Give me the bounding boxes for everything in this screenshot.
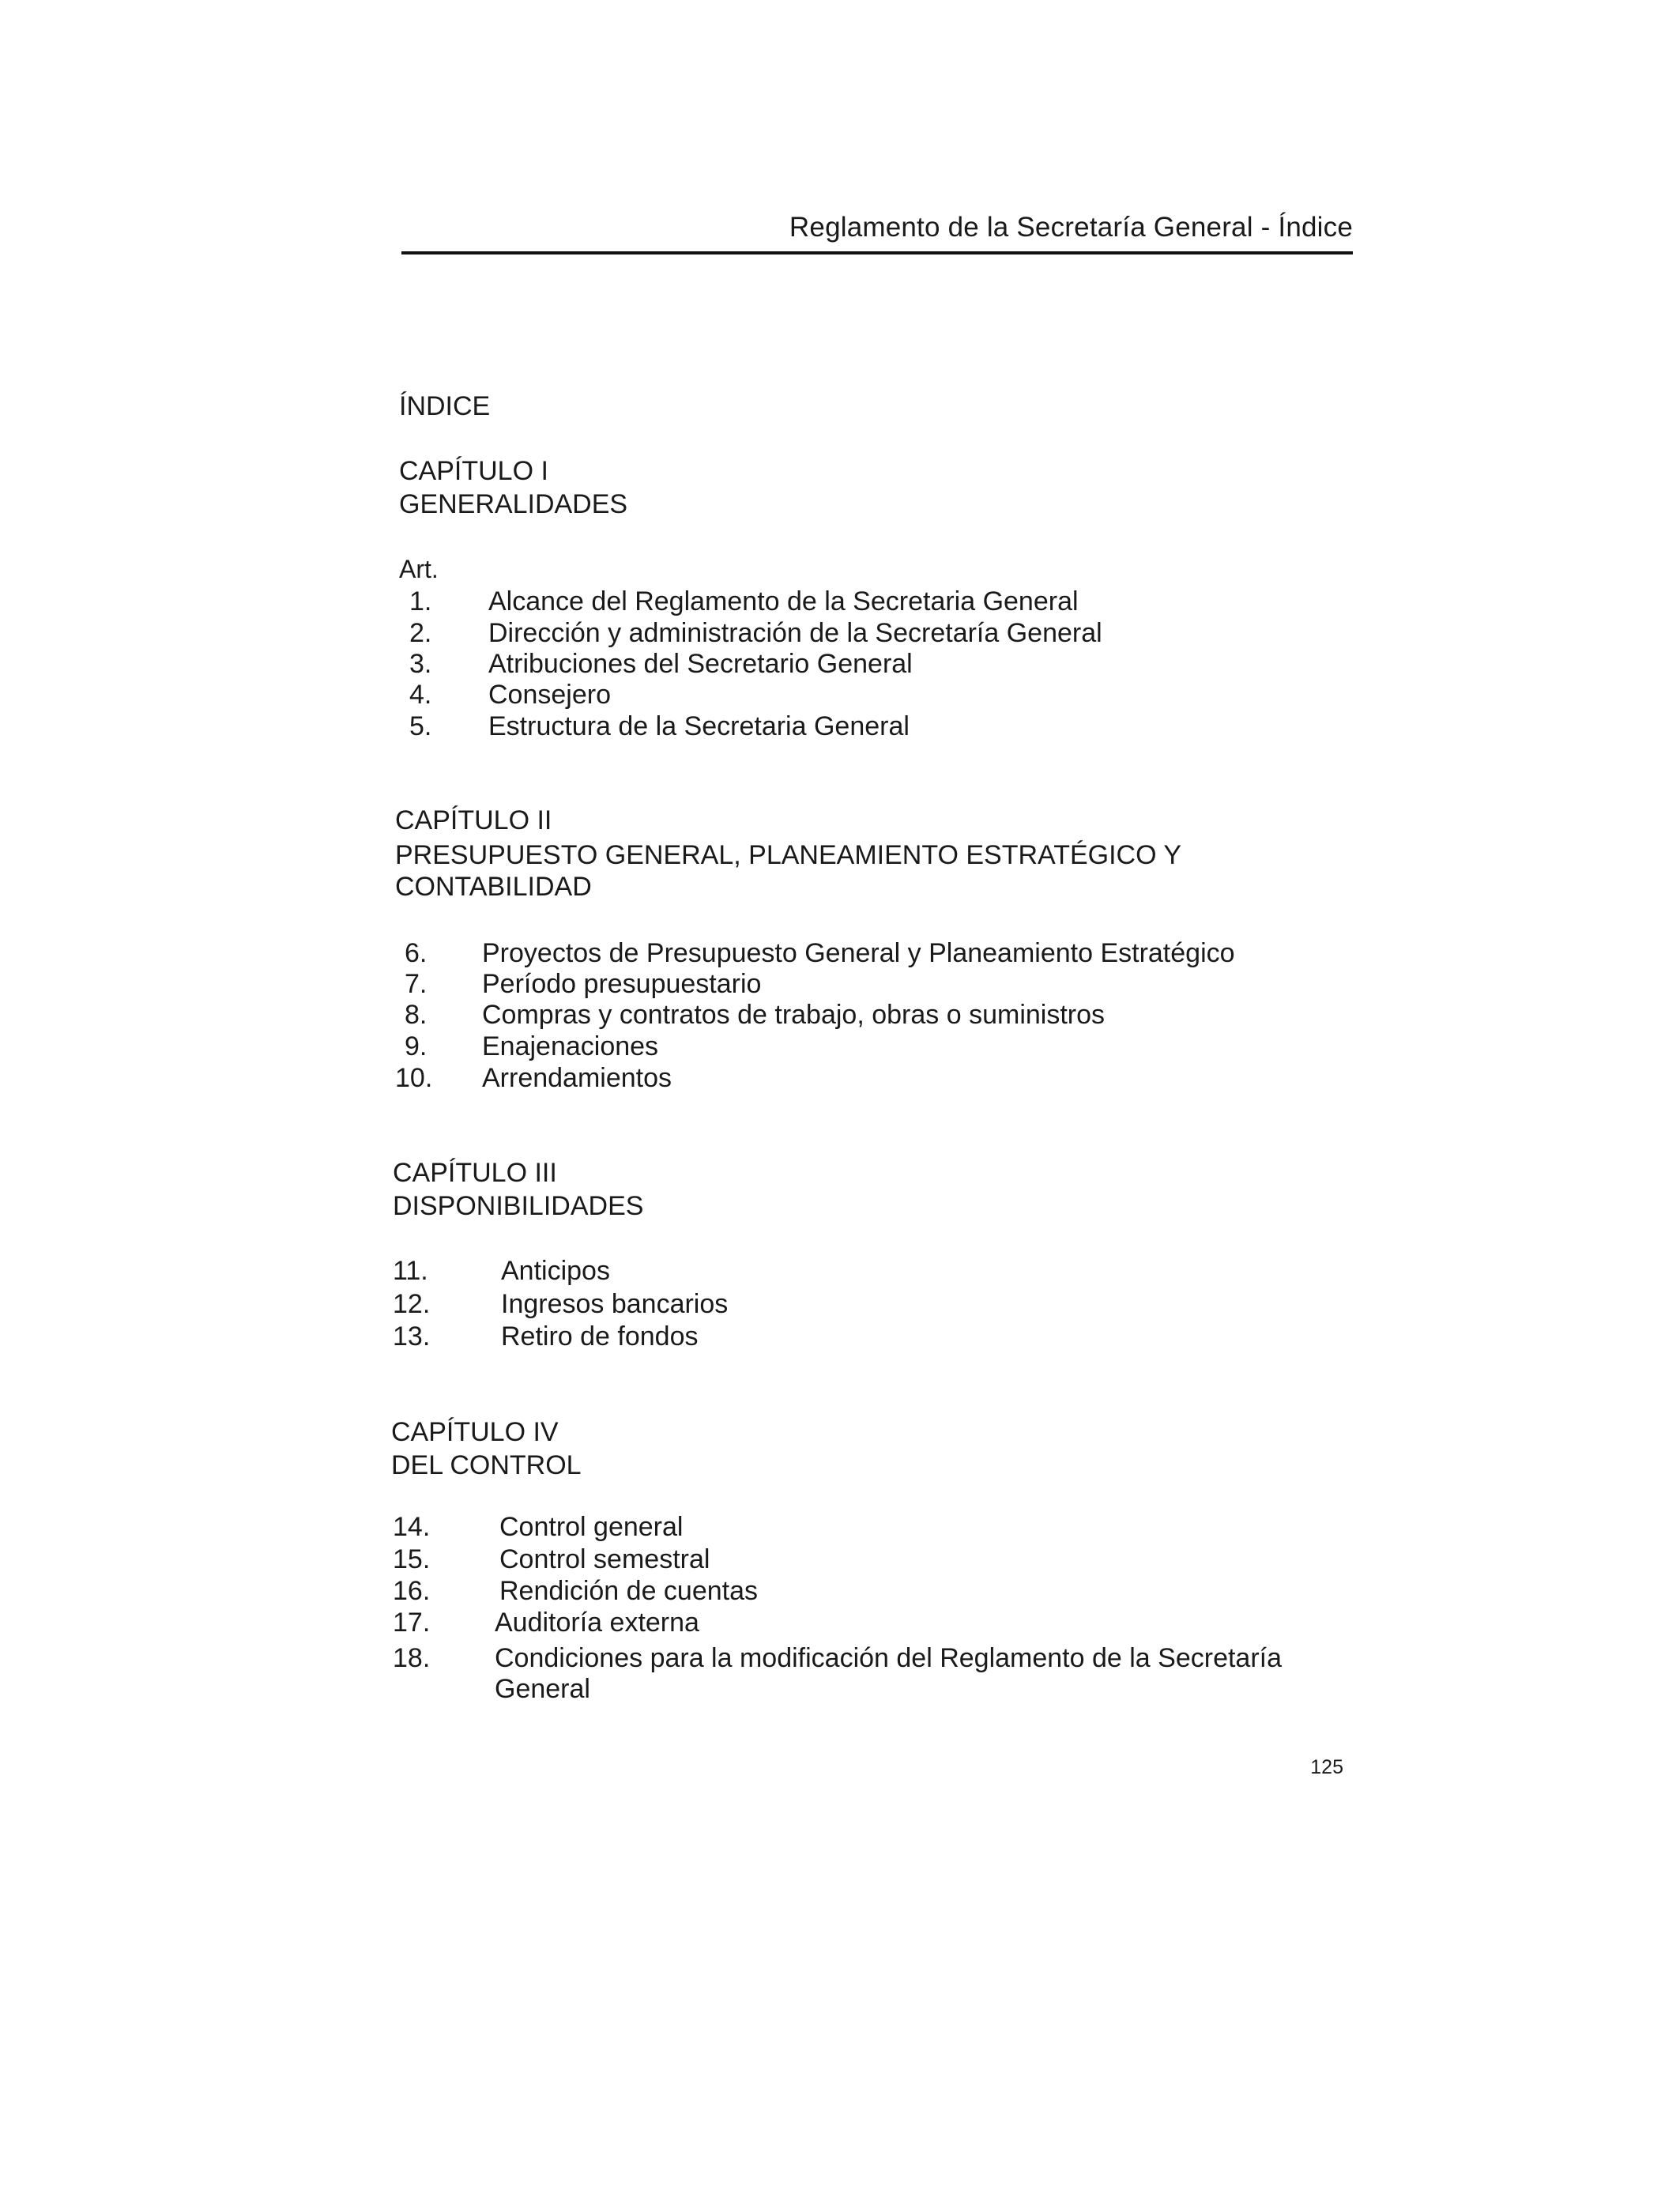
- article-number: 4.: [409, 680, 432, 710]
- article-number: 18.: [393, 1643, 431, 1673]
- article-title: Período presupuestario: [482, 969, 762, 999]
- header-rule: [401, 251, 1353, 254]
- article-title: Enajenaciones: [482, 1031, 659, 1061]
- article-title: Condiciones para la modificación del Reglamento de la Secretaría: [495, 1643, 1283, 1673]
- running-header: Reglamento de la Secretaría General - Índice: [789, 212, 1353, 243]
- article-number: 10.: [395, 1063, 433, 1093]
- article-title: Consejero: [488, 680, 611, 710]
- article-title: Auditoría externa: [495, 1608, 699, 1638]
- page-number: 125: [1310, 1756, 1343, 1778]
- chapter-4-label: CAPÍTULO IV: [391, 1417, 559, 1447]
- article-number: 9.: [405, 1031, 428, 1061]
- article-title-continuation: General: [495, 1674, 590, 1704]
- article-title: Arrendamientos: [482, 1063, 672, 1093]
- article-title: Estructura de la Secretaria General: [488, 711, 910, 741]
- article-title: Ingresos bancarios: [501, 1289, 729, 1319]
- article-title: Atribuciones del Secretario General: [488, 649, 913, 679]
- article-number: 15.: [393, 1544, 431, 1574]
- article-number: 13.: [393, 1321, 431, 1351]
- article-title: Dirección y administración de la Secretaría General: [488, 618, 1102, 648]
- article-title: Retiro de fondos: [501, 1321, 699, 1351]
- chapter-2-title-line-1: PRESUPUESTO GENERAL, PLANEAMIENTO ESTRATÉGICO Y: [395, 840, 1182, 870]
- article-number: 8.: [405, 1000, 428, 1030]
- chapter-1-title: GENERALIDADES: [399, 489, 628, 519]
- article-number: 7.: [405, 969, 428, 999]
- article-number: 6.: [405, 938, 428, 968]
- chapter-4-title: DEL CONTROL: [391, 1450, 582, 1480]
- article-title: Control semestral: [499, 1544, 710, 1574]
- article-number: 3.: [409, 649, 432, 679]
- chapter-2-label: CAPÍTULO II: [395, 805, 552, 835]
- index-title: ÍNDICE: [399, 391, 491, 421]
- article-number: 12.: [393, 1289, 431, 1319]
- article-title: Anticipos: [501, 1256, 610, 1286]
- article-title: Rendición de cuentas: [499, 1576, 759, 1606]
- article-number: 1.: [409, 586, 432, 616]
- article-number: 11.: [393, 1256, 428, 1286]
- chapter-2-title-line-2: CONTABILIDAD: [395, 872, 592, 902]
- chapter-3-label: CAPÍTULO III: [393, 1158, 557, 1188]
- article-number: 17.: [393, 1608, 431, 1638]
- article-title: Alcance del Reglamento de la Secretaria General: [488, 586, 1079, 616]
- article-number: 16.: [393, 1576, 431, 1606]
- chapter-1-label: CAPÍTULO I: [399, 456, 548, 486]
- article-title: Compras y contratos de trabajo, obras o suministros: [482, 1000, 1106, 1030]
- article-title: Proyectos de Presupuesto General y Planeamiento Estratégico: [482, 938, 1235, 968]
- chapter-3-title: DISPONIBILIDADES: [393, 1191, 644, 1221]
- article-column-label: Art.: [399, 555, 439, 583]
- article-number: 5.: [409, 711, 432, 741]
- article-title: Control general: [499, 1512, 684, 1542]
- article-number: 2.: [409, 618, 432, 648]
- article-number: 14.: [393, 1512, 431, 1542]
